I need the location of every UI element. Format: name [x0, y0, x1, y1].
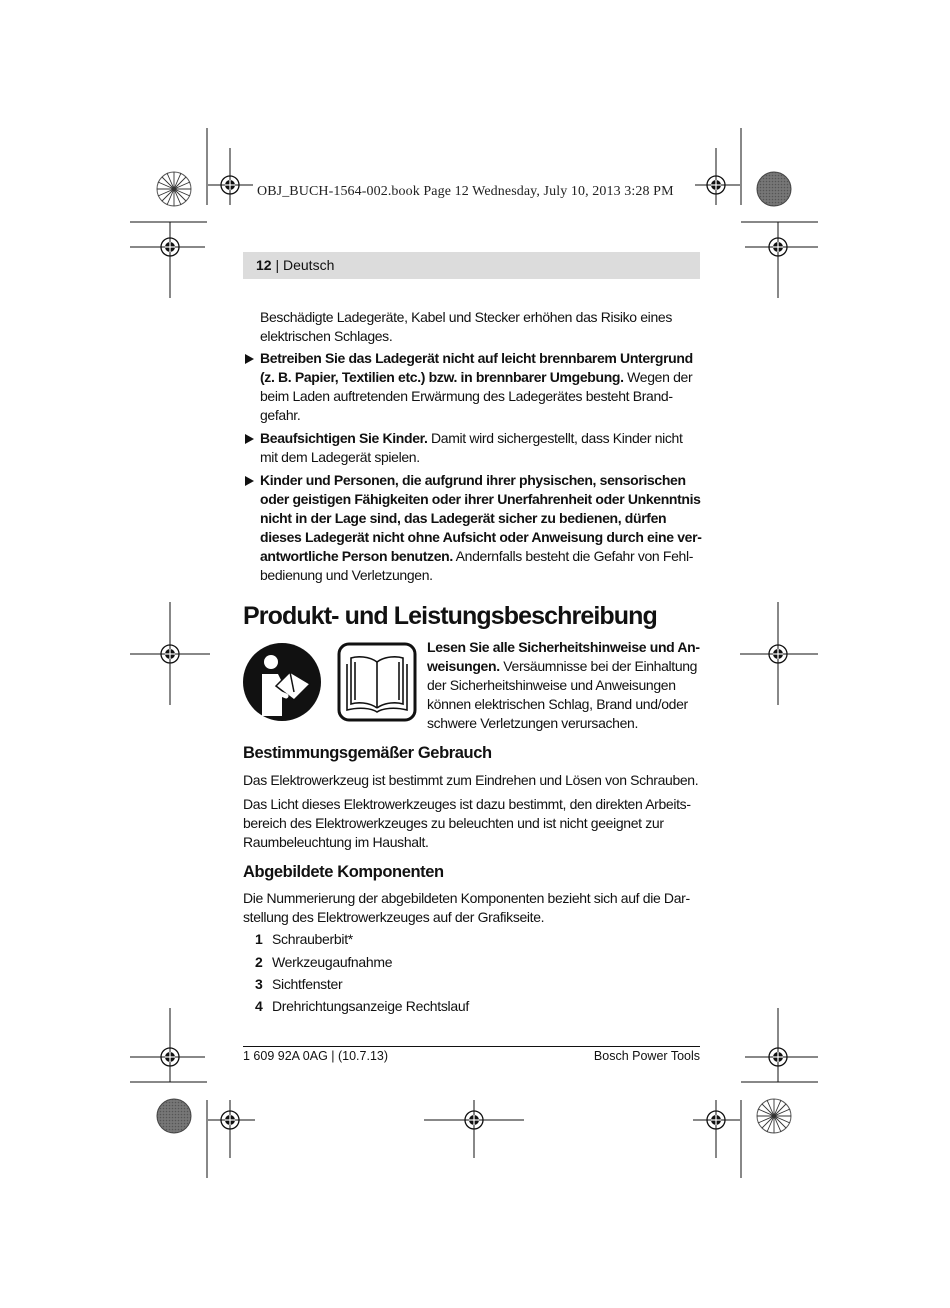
item-label: Sichtfenster [272, 976, 343, 992]
components-heading: Abgebildete Komponenten [243, 863, 444, 881]
safety-note [427, 638, 703, 733]
safety-note-bold: Lesen Sie alle Sicherheitshinweise und Anweisungen. [427, 639, 701, 674]
header-separator: | [271, 257, 283, 273]
footer-rule [243, 1046, 700, 1047]
safety-note-text: Versäumnisse bei der Einhaltung der Sicherheitshinweise und Anweisungen können elektrischen Schlag, Brand und/oder schwere Verletzungen verursachen. [427, 658, 698, 731]
item-number: 1 [255, 931, 263, 947]
intended-use-heading: Bestimmungsgemäßer Gebrauch [243, 744, 492, 762]
footer-doc-number: 1 609 92A 0AG | (10.7.13) [243, 1049, 389, 1063]
header-language: Deutsch [283, 257, 335, 273]
intended-use-p2: Das Licht dieses Elektrowerkzeuges ist dazu bestimmt, den direkten Arbeitsbereich des Elektrowerkzeuges zu beleuchten und ist nicht geeignet zur Raumbeleuchtung im Haushalt. [243, 796, 691, 850]
item-number: 4 [255, 998, 263, 1014]
item-number: 2 [255, 954, 263, 970]
open-book-icon [337, 642, 417, 722]
item-label: Drehrichtungsanzeige Rechtslauf [272, 998, 469, 1014]
warning-2-text: Damit wird sichergestellt, dass Kinder nicht mit dem Ladegerät spielen. [260, 430, 683, 465]
warning-2 [260, 429, 702, 467]
bullet-icon [245, 476, 254, 486]
warning-3-text: Andernfalls besteht die Gefahr von Fehlbedienung und Verletzungen. [260, 548, 694, 583]
item-label: Schrauberbit* [272, 931, 353, 947]
warning-1 [260, 349, 702, 425]
components-intro: Die Nummerierung der abgebildeten Komponenten bezieht sich auf die Darstellung des Elektrowerkzeuges auf der Grafikseite. [243, 890, 691, 925]
item-number: 3 [255, 976, 263, 992]
warning-3 [260, 471, 702, 585]
footer-brand: Bosch Power Tools [593, 1049, 700, 1063]
read-manual-person-icon [242, 642, 322, 722]
section-title: Produkt- und Leistungsbeschreibung [243, 602, 657, 630]
page-number: 12 [256, 257, 272, 273]
bullet-icon [245, 354, 254, 364]
warning-1-bold: Betreiben Sie das Ladegerät nicht auf leicht brennbarem Untergrund (z. B. Papier, Textilien etc.) bzw. in brennbarer Umgebung. [260, 350, 693, 385]
page-header [243, 252, 700, 279]
intended-use-p1: Das Elektrowerkzeug ist bestimmt zum Eindrehen und Lösen von Schrauben. [243, 772, 699, 788]
bullet-icon [245, 434, 254, 444]
warning-2-bold: Beaufsichtigen Sie Kinder. [260, 430, 428, 446]
warning-1-text: Wegen der beim Laden auftretenden Erwärmung des Ladegerätes besteht Brandgefahr. [260, 369, 693, 423]
warning-3-bold: Kinder und Personen, die aufgrund ihrer physischen, sensorischen oder geistigen Fähigkeiten oder ihrer Unerfahrenheit oder Unkenntnis nicht in der Lage sind, das Ladegerät sicher zu bedienen, dürfen dieses Ladegerät nicht ohne Aufsicht oder Anweisung durch eine verantwortliche Person benutzen. [260, 472, 702, 564]
item-label: Werkzeugaufnahme [272, 954, 393, 970]
print-slug: OBJ_BUCH-1564-002.book Page 12 Wednesday, July 10, 2013 3:28 PM [257, 184, 674, 199]
intro-text: Beschädigte Ladegeräte, Kabel und Stecker erhöhen das Risiko eines elektrischen Schlages. [260, 309, 672, 344]
